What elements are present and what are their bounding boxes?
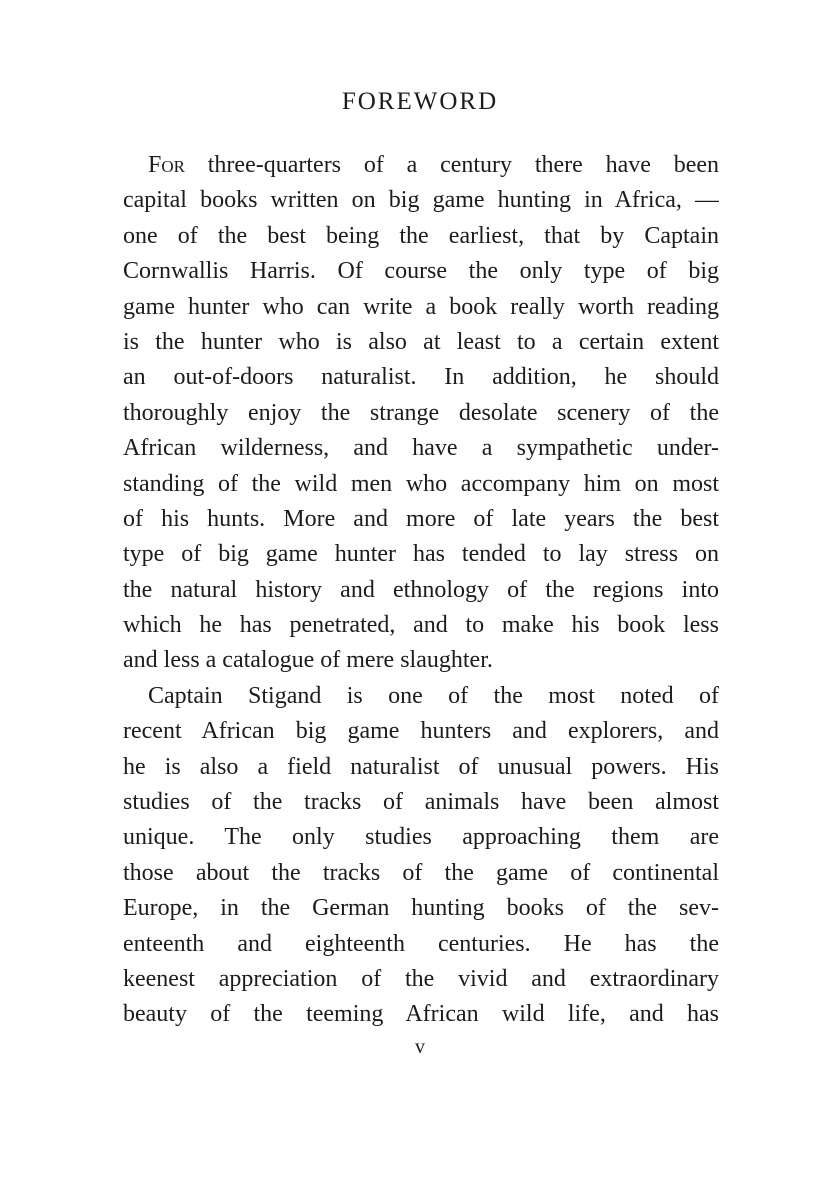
page-number: v: [415, 1036, 425, 1058]
text-line: African wilderness, and have a sympathetic under-: [123, 435, 719, 462]
text-line: studies of the tracks of animals have been almost: [123, 789, 719, 816]
text-line: standing of the wild men who accompany him on most: [123, 470, 719, 497]
text-line: is the hunter who is also at least to a certain extent: [123, 328, 719, 355]
page-title: FOREWORD: [341, 88, 499, 115]
text-line: thoroughly enjoy the strange desolate scenery of the: [123, 399, 719, 426]
text-line: unique. The only studies approaching them are: [123, 824, 719, 851]
text-line: type of big game hunter has tended to lay stress on: [123, 541, 719, 568]
text-line: keenest appreciation of the vivid and extraordinary: [123, 965, 719, 992]
text-line: enteenth and eighteenth centuries. He has the: [123, 930, 719, 957]
text-line: game hunter who can write a book really worth reading: [123, 293, 719, 320]
text-line: the natural history and ethnology of the regions into: [123, 576, 719, 603]
text-line: For three-quarters of a century there have been: [148, 152, 719, 178]
text-line: one of the best being the earliest, that by Captain: [123, 222, 719, 249]
text-line: he is also a field naturalist of unusual powers. His: [123, 753, 719, 780]
text-line: those about the tracks of the game of continental: [123, 859, 719, 886]
text-line: which he has penetrated, and to make his book less: [123, 612, 719, 639]
text-line: of his hunts. More and more of late years the best: [123, 505, 719, 532]
text-line: Cornwallis Harris. Of course the only type of big: [123, 258, 719, 285]
text-line: Captain Stigand is one of the most noted of: [148, 682, 719, 709]
text-line: beauty of the teeming African wild life, and has: [123, 1001, 719, 1028]
text-line: an out-of-doors naturalist. In addition, he should: [123, 364, 719, 391]
text-line: Europe, in the German hunting books of the sev-: [123, 895, 719, 922]
text-line: recent African big game hunters and explorers, and: [123, 718, 719, 745]
text-line: capital books written on big game hunting in Africa, —: [123, 187, 719, 214]
body-text: [123, 148, 719, 1033]
small-caps-lead: For: [148, 152, 185, 178]
text-line: and less a catalogue of mere slaughter.: [123, 647, 493, 674]
